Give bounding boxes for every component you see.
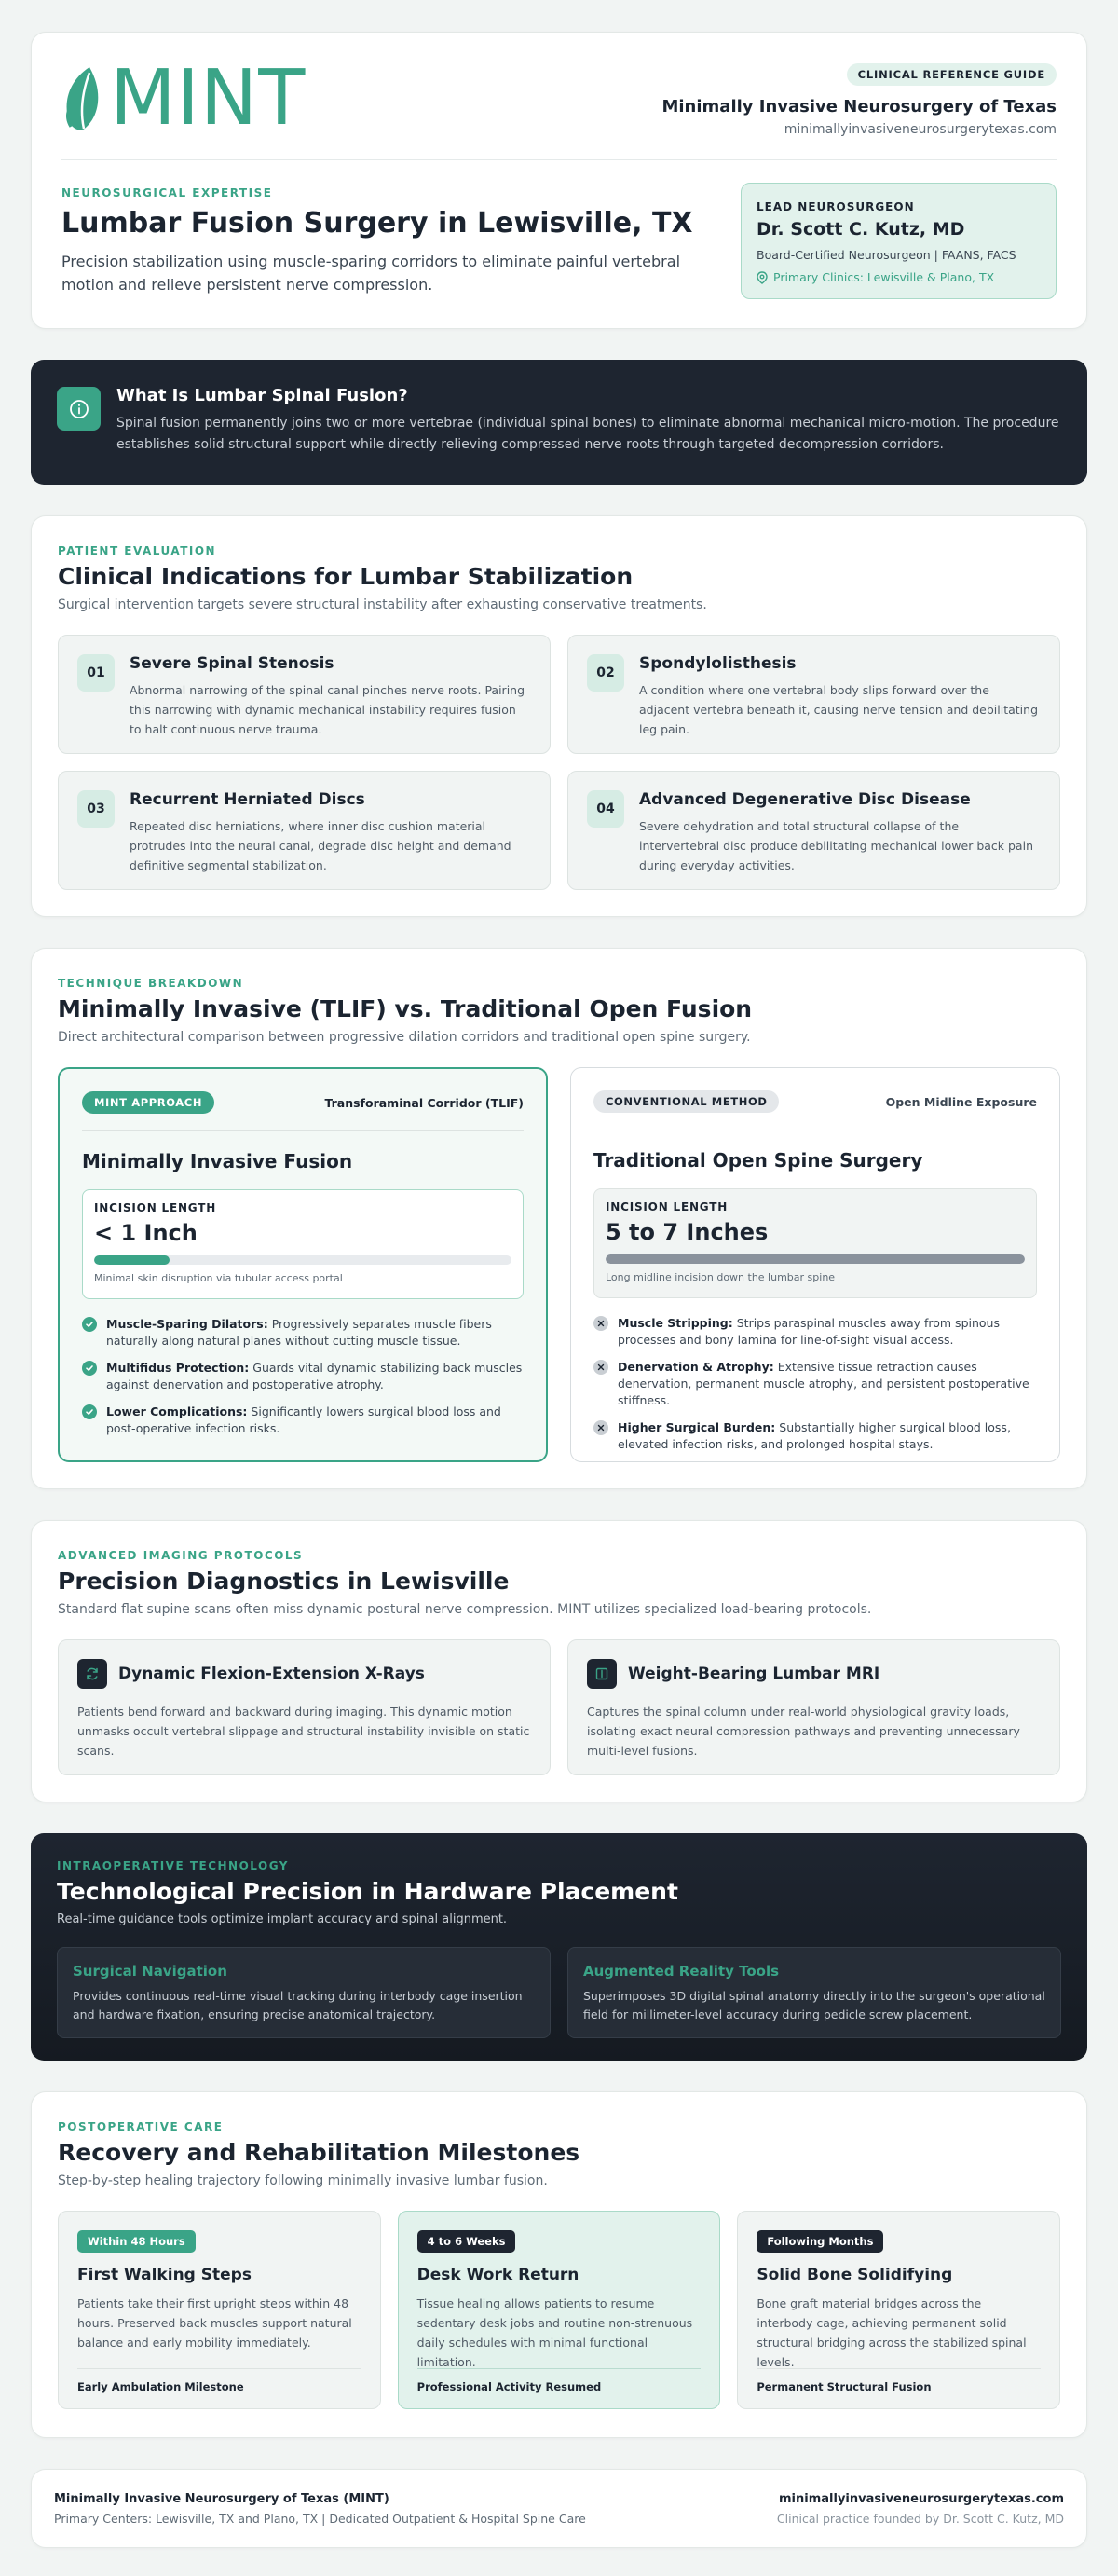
section-subtitle: Surgical intervention targets severe structural instability after exhausting conservative treatments. <box>58 597 707 612</box>
benefit-text: Muscle-Sparing Dilators: Progressively separates muscle fibers naturally along natural planes without cutting muscle tissue. <box>106 1317 492 1348</box>
imaging-title: Dynamic Flexion-Extension X-Rays <box>118 1665 425 1683</box>
section-subtitle: Standard flat supine scans often miss dynamic postural nerve compression. MINT utilizes specialized load-bearing protocols. <box>58 1602 872 1617</box>
lead-clinics-text: Primary Clinics: Lewisville & Plano, TX <box>773 270 995 284</box>
indication-text: Abnormal narrowing of the spinal canal pinches nerve roots. Pairing this narrowing with dynamic mechanical instability requires fusion to halt continuous nerve trauma. <box>130 683 525 736</box>
recovery-section <box>31 2091 1087 2438</box>
footer-centers: Primary Centers: Lewisville, TX and Plano, TX | Dedicated Outpatient & Hospital Spine Care <box>54 2512 586 2526</box>
milestone-tag: Within 48 Hours <box>77 2230 196 2253</box>
guide-badge: CLINICAL REFERENCE GUIDE <box>847 63 1057 86</box>
footer-founder: Clinical practice founded by Dr. Scott C. Kutz, MD <box>776 2512 1064 2526</box>
refresh-icon <box>77 1659 107 1689</box>
check-icon <box>82 1404 97 1419</box>
technique-section <box>31 948 1087 1489</box>
approach-label: Transforaminal Corridor (TLIF) <box>324 1095 524 1110</box>
indication-number: 01 <box>77 654 115 692</box>
what-is-text: Spinal fusion permanently joins two or more vertebrae (individual spinal bones) to eliminate abnormal mechanical micro-motion. The procedure establishes solid structural support while directly relieving compressed nerve roots through targeted decompression corridors. <box>116 416 1059 452</box>
incision-note: Minimal skin disruption via tubular access portal <box>94 1272 343 1284</box>
milestone-title: First Walking Steps <box>77 2266 252 2284</box>
incision-note: Long midline incision down the lumbar spine <box>606 1271 836 1283</box>
indication-card <box>58 635 551 754</box>
footer-url[interactable]: minimallyinvasiveneurosurgerytexas.com <box>779 2492 1064 2506</box>
imaging-title: Weight-Bearing Lumbar MRI <box>628 1665 880 1683</box>
imaging-text: Patients bend forward and backward during imaging. This dynamic motion unmasks occult vertebral slippage and structural instability invisible on static scans. <box>77 1705 530 1758</box>
conventional-method-card <box>570 1067 1060 1462</box>
indication-title: Spondylolisthesis <box>639 654 797 673</box>
drawback-text: Denervation & Atrophy: Extensive tissue retraction causes denervation, permanent muscle atrophy, and persistent postoperative stiffness. <box>618 1360 1029 1407</box>
x-icon <box>593 1420 608 1435</box>
technology-title: Augmented Reality Tools <box>583 1963 780 1980</box>
drawback-text: Muscle Stripping: Strips paraspinal muscles away from spinous processes and bony lamina for line-of-sight visual access. <box>618 1316 1000 1347</box>
drawback-item <box>593 1419 1037 1453</box>
section-eyebrow: TECHNIQUE BREAKDOWN <box>58 977 244 990</box>
incision-value: 5 to 7 Inches <box>606 1219 769 1245</box>
section-subtitle: Step-by-step healing trajectory following minimally invasive lumbar fusion. <box>58 2173 548 2188</box>
leaf-icon <box>61 65 106 132</box>
incision-bar-fill <box>94 1255 170 1265</box>
mint-approach-tag: MINT APPROACH <box>82 1091 214 1114</box>
approach-label: Open Midline Exposure <box>885 1094 1037 1109</box>
section-title: Precision Diagnostics in Lewisville <box>58 1568 510 1595</box>
conventional-method-tag: CONVENTIONAL METHOD <box>593 1090 779 1113</box>
milestone-title: Desk Work Return <box>416 2266 579 2284</box>
approach-title: Minimally Invasive Fusion <box>82 1150 353 1172</box>
hero-eyebrow: NEUROSURGICAL EXPERTISE <box>61 186 273 199</box>
indication-text: Severe dehydration and total structural collapse of the intervertebral disc produce debilitating mechanical lower back pain during everyday activities. <box>639 819 1033 872</box>
technology-title: Surgical Navigation <box>73 1963 227 1980</box>
scan-icon <box>587 1659 617 1689</box>
milestone-tag: Following Months <box>757 2230 883 2253</box>
milestone-text: Bone graft material bridges across the interbody cage, achieving permanent solid structural bridging across the stabilized spinal levels. <box>757 2296 1027 2369</box>
info-icon <box>57 387 101 431</box>
incision-value: < 1 Inch <box>94 1220 198 1246</box>
mint-logo[interactable] <box>61 54 307 143</box>
milestone-card <box>398 2211 721 2409</box>
indication-card <box>567 635 1060 754</box>
milestone-card <box>58 2211 381 2409</box>
section-eyebrow: INTRAOPERATIVE TECHNOLOGY <box>57 1859 289 1872</box>
footer-practice-name: Minimally Invasive Neurosurgery of Texas (MINT) <box>54 2492 389 2506</box>
x-icon <box>593 1316 608 1331</box>
milestone-card <box>737 2211 1060 2409</box>
hero-description: Precision stabilization using muscle-sparing corridors to eliminate painful vertebral motion and relieve persistent nerve compression. <box>61 253 681 294</box>
mint-approach-card <box>58 1067 548 1462</box>
indication-number: 03 <box>77 790 115 828</box>
milestone-tag: 4 to 6 Weeks <box>417 2230 516 2253</box>
indication-text: Repeated disc herniations, where inner disc cushion material protrudes into the neural canal, degrade disc height and demand definitive segmental stabilization. <box>130 819 511 872</box>
indication-number: 04 <box>587 790 624 828</box>
section-eyebrow: ADVANCED IMAGING PROTOCOLS <box>58 1549 304 1562</box>
indication-title: Severe Spinal Stenosis <box>130 654 334 673</box>
indication-title: Recurrent Herniated Discs <box>130 790 365 809</box>
what-is-title: What Is Lumbar Spinal Fusion? <box>116 386 408 405</box>
page-title: Lumbar Fusion Surgery in Lewisville, TX <box>61 207 693 240</box>
milestone-footer: Early Ambulation Milestone <box>77 2368 361 2393</box>
benefit-item <box>82 1404 524 1437</box>
section-eyebrow: POSTOPERATIVE CARE <box>58 2120 224 2133</box>
milestone-footer: Permanent Structural Fusion <box>757 2368 1041 2393</box>
milestone-text: Tissue healing allows patients to resume sedentary desk jobs and routine non-strenuous daily schedules with minimal functional limitation. <box>416 2296 693 2369</box>
location-pin-icon <box>757 271 768 284</box>
incision-label: INCISION LENGTH <box>606 1200 729 1213</box>
incision-bar-track <box>94 1255 511 1265</box>
benefit-item <box>82 1316 524 1350</box>
section-title: Clinical Indications for Lumbar Stabilization <box>58 563 634 590</box>
incision-panel <box>593 1188 1037 1298</box>
technology-section <box>31 1833 1087 2061</box>
indication-number: 02 <box>587 654 624 692</box>
what-is-panel <box>31 360 1087 485</box>
imaging-card <box>58 1639 551 1775</box>
x-icon <box>593 1360 608 1375</box>
practice-name: Minimally Invasive Neurosurgery of Texas <box>661 97 1057 116</box>
milestone-text: Patients take their first upright steps within 48 hours. Preserved back muscles support natural balance and early mobility immediately. <box>77 2296 352 2350</box>
section-title: Minimally Invasive (TLIF) vs. Traditional Open Fusion <box>58 995 753 1022</box>
imaging-text: Captures the spinal column under real-world physiological gravity loads, isolating exact neural compression pathways and preventing unnecessary multi-level fusions. <box>587 1705 1020 1758</box>
incision-bar-fill <box>606 1254 1025 1264</box>
drawback-item <box>593 1315 1037 1349</box>
benefit-text: Multifidus Protection: Guards vital dynamic stabilizing back muscles against denervation and postoperative atrophy. <box>106 1361 523 1391</box>
indication-card <box>567 771 1060 890</box>
indications-section <box>31 515 1087 917</box>
indication-card <box>58 771 551 890</box>
indication-text: A condition where one vertebral body slips forward over the adjacent vertebra beneath it, causing nerve tension and debilitating leg pain. <box>639 683 1039 736</box>
drawback-text: Higher Surgical Burden: Substantially higher surgical blood loss, elevated infection risks, and prolonged hospital stays. <box>618 1420 1011 1451</box>
check-icon <box>82 1317 97 1332</box>
milestone-footer: Professional Activity Resumed <box>417 2368 702 2393</box>
lead-clinics <box>757 270 1041 284</box>
logo-text: MINT <box>110 54 307 143</box>
lead-label: LEAD NEUROSURGEON <box>757 200 915 213</box>
technology-card <box>567 1947 1061 2038</box>
benefit-text: Lower Complications: Significantly lowers surgical blood loss and post-operative infection risks. <box>106 1404 501 1435</box>
section-subtitle: Real-time guidance tools optimize implant accuracy and spinal alignment. <box>57 1912 508 1926</box>
incision-bar-track <box>606 1254 1025 1264</box>
check-icon <box>82 1361 97 1376</box>
imaging-card <box>567 1639 1060 1775</box>
technology-text: Provides continuous real-time visual tracking during interbody cage insertion and hardware fixation, ensuring precise anatomical trajectory. <box>73 1989 523 2021</box>
incision-panel <box>82 1189 524 1299</box>
drawback-item <box>593 1359 1037 1409</box>
section-subtitle: Direct architectural comparison between progressive dilation corridors and traditional open spine surgery. <box>58 1030 751 1045</box>
page-footer <box>31 2469 1087 2548</box>
practice-url[interactable]: minimallyinvasiveneurosurgerytexas.com <box>784 122 1057 137</box>
technology-text: Superimposes 3D digital spinal anatomy directly into the surgeon's operational field for millimeter-level accuracy during pedicle screw placement. <box>583 1989 1045 2021</box>
benefit-item <box>82 1360 524 1393</box>
technology-card <box>57 1947 551 2038</box>
section-title: Technological Precision in Hardware Placement <box>57 1878 678 1905</box>
indication-title: Advanced Degenerative Disc Disease <box>639 790 971 809</box>
incision-label: INCISION LENGTH <box>94 1201 217 1214</box>
lead-surgeon-card <box>741 183 1057 299</box>
milestone-title: Solid Bone Solidifying <box>757 2266 953 2284</box>
lead-name: Dr. Scott C. Kutz, MD <box>757 219 965 240</box>
page-header <box>31 32 1087 329</box>
section-title: Recovery and Rehabilitation Milestones <box>58 2139 580 2166</box>
lead-credentials: Board-Certified Neurosurgeon | FAANS, FACS <box>757 248 1016 262</box>
imaging-section <box>31 1520 1087 1802</box>
approach-title: Traditional Open Spine Surgery <box>593 1149 923 1172</box>
section-eyebrow: PATIENT EVALUATION <box>58 544 217 557</box>
